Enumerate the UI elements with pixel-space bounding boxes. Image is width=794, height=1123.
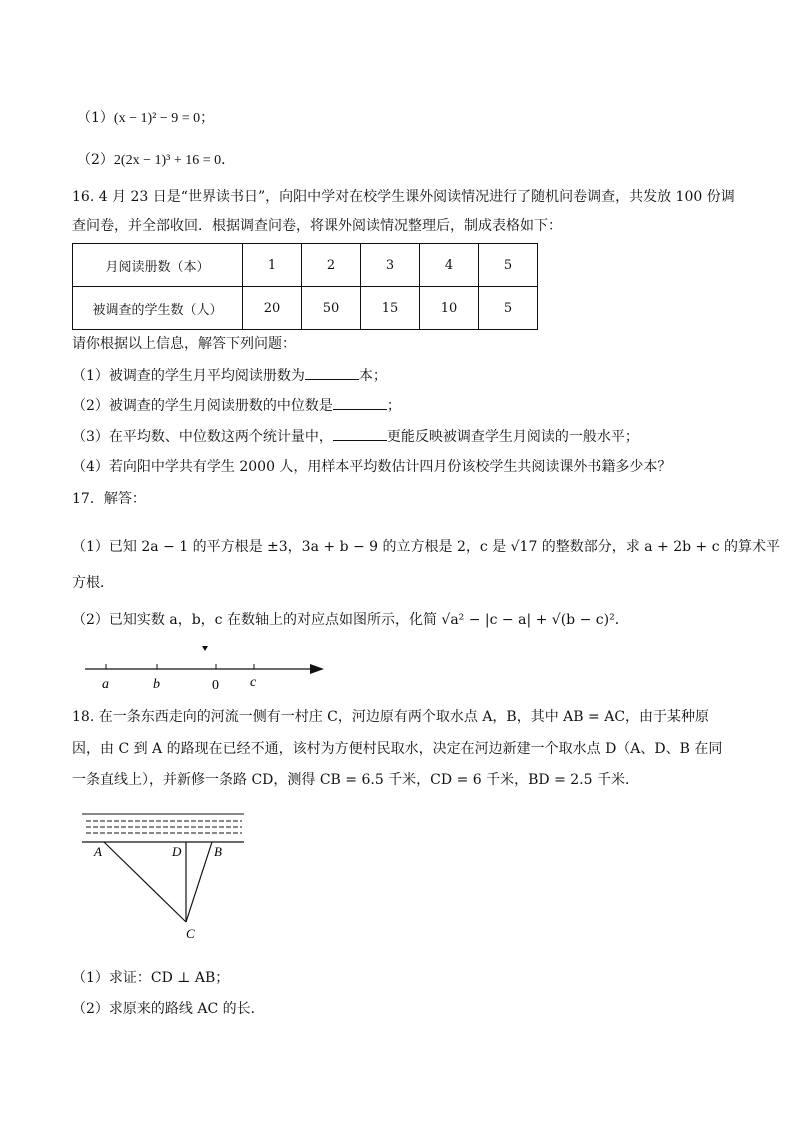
q18-line2: 因，由 C 到 A 的路现在已经不通，该村为方便村民取水，决定在河边新建一个取水点 D（A、D、B 在同 xyxy=(72,741,723,757)
river-figure xyxy=(78,808,278,958)
q16-line2: 查问卷，并全部收回．根据调查问卷，将课外阅读情况整理后，制成表格如下： xyxy=(72,218,562,234)
axis-label-a: a xyxy=(102,677,109,692)
point-label-d: D xyxy=(172,844,182,859)
answer-blank[interactable] xyxy=(305,365,359,380)
q16-sub1: （1）被调查的学生月平均阅读册数为 本； xyxy=(72,365,387,386)
table-cell: 5 xyxy=(479,287,538,330)
table-cell: 20 xyxy=(243,287,302,330)
answer-blank[interactable] xyxy=(333,426,387,441)
table-cell: 1 xyxy=(243,244,302,287)
q17-part1-line2: 方根． xyxy=(72,575,114,591)
axis-label-0: 0 xyxy=(212,678,219,693)
table-header-cell: 被调查的学生数（人） xyxy=(73,287,243,330)
q16-line1: 16. 4 月 23 日是“世界读书日”，向阳中学对在校学生课外阅读情况进行了随机问卷调查，共发放 100 份调 xyxy=(72,189,735,205)
q17-title: 17．解答： xyxy=(72,491,146,507)
axis-label-b: b xyxy=(153,677,160,692)
q15-part2-expr: 2(2x − 1)³ + 16 = 0． xyxy=(113,153,236,168)
q16-sub3: （3）在平均数、中位数这两个统计量中， 更能反映被调查学生月阅读的一般水平； xyxy=(72,426,639,447)
table-cell: 3 xyxy=(361,244,420,287)
table-cell: 50 xyxy=(302,287,361,330)
q18-line1: 18. 在一条东西走向的河流一侧有一村庄 C，河边原有两个取水点 A，B，其中 AB = AC，由于某种原 xyxy=(72,709,710,725)
point-label-c: C xyxy=(186,926,195,941)
point-label-a: A xyxy=(94,844,102,859)
table-cell: 2 xyxy=(302,244,361,287)
q16-prompt: 请你根据以上信息，解答下列问题： xyxy=(72,336,296,352)
q17-part2: （2）已知实数 a，b，c 在数轴上的对应点如图所示，化简 √a² − |c − a| + √(b − c)²． xyxy=(72,612,629,628)
q15-part1: （1）(x − 1)² − 9 = 0； xyxy=(77,110,215,126)
q18-sub1: （1）求证：CD ⊥ AB； xyxy=(72,970,230,986)
table-cell: 10 xyxy=(420,287,479,330)
q17-part1-line1: （1）已知 2a − 1 的平方根是 ±3，3a + b − 9 的立方根是 2，c 是 √17 的整数部分，求 a + 2b + c 的算术平 xyxy=(72,539,781,555)
axis-label-c: c xyxy=(250,675,257,690)
table-cell: 5 xyxy=(479,244,538,287)
table-row xyxy=(73,287,538,330)
table-cell: 4 xyxy=(420,244,479,287)
q16-sub2: （2）被调查的学生月阅读册数的中位数是 ； xyxy=(72,395,401,416)
q18-line3: 一条直线上），并新修一条路 CD，测得 CB = 6.5 千米，CD = 6 千米，BD = 2.5 千米． xyxy=(72,772,639,788)
reading-table xyxy=(72,243,538,330)
table-row xyxy=(73,244,538,287)
table-header-cell: 月阅读册数（本） xyxy=(73,244,243,287)
point-label-b: B xyxy=(214,844,222,859)
q16-sub4: （4）若向阳中学共有学生 2000 人，用样本平均数估计四月份该校学生共阅读课外书籍多少本？ xyxy=(72,459,672,475)
q18-sub2: （2）求原来的路线 AC 的长． xyxy=(72,1001,265,1017)
answer-blank[interactable] xyxy=(333,395,387,410)
q15-part2: （2）2(2x − 1)³ + 16 = 0． xyxy=(77,152,236,168)
arrow-right-icon xyxy=(310,664,324,674)
table-cell: 15 xyxy=(361,287,420,330)
number-line-figure xyxy=(80,640,340,700)
q15-part1-expr: (x − 1)² − 9 = 0； xyxy=(113,111,215,126)
